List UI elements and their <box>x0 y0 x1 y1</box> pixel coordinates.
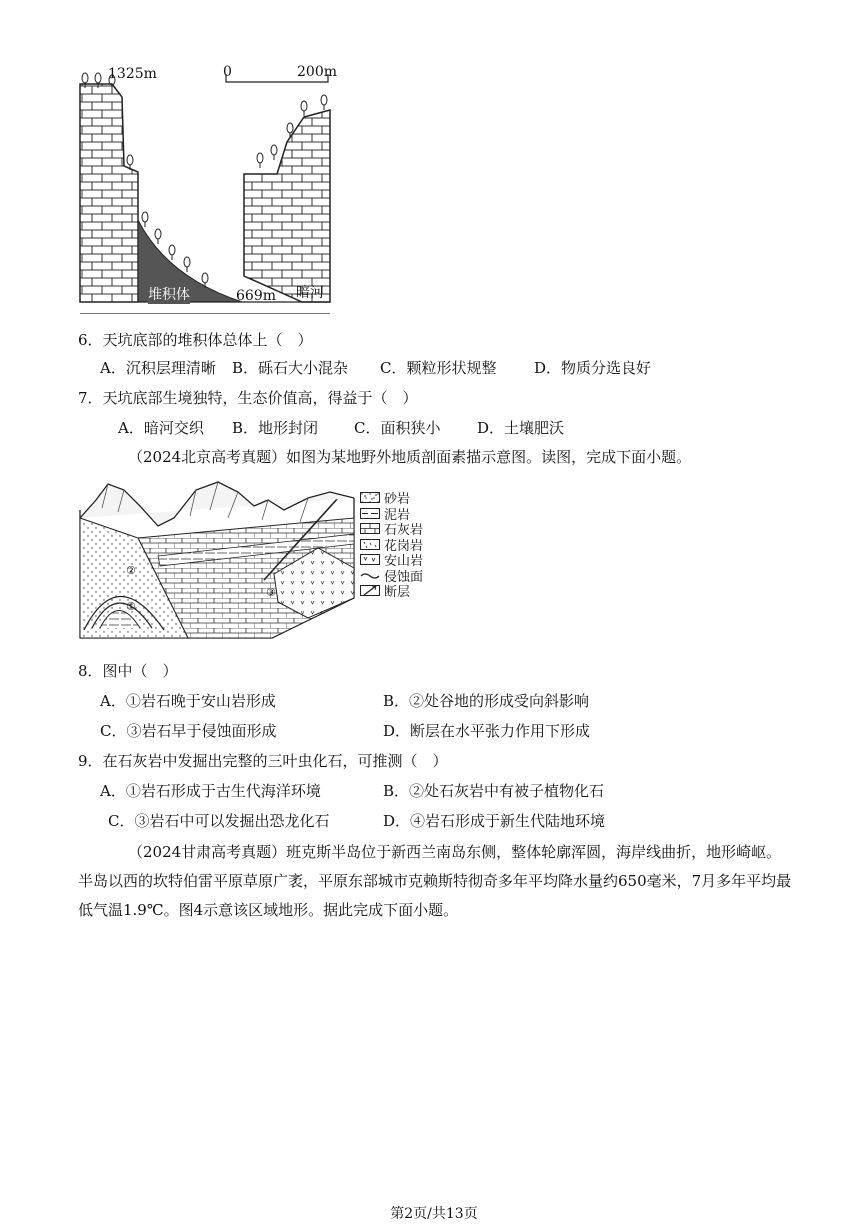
legend-swatch-erosion-surface <box>360 570 380 581</box>
q6-option-a: A．沉积层理清晰 <box>100 359 216 377</box>
intro-gansu <box>78 838 793 925</box>
q7-option-d: D．土壤肥沃 <box>477 419 565 437</box>
q8-option-c: C．③岩石早于侵蚀面形成 <box>100 722 277 740</box>
q6-option-d: D．物质分选良好 <box>534 359 652 377</box>
q9-option-a: A．①岩石形成于古生代海洋环境 <box>100 782 321 800</box>
legend-swatch-sandstone <box>360 492 380 503</box>
elevation-top-label: 1325m <box>108 66 157 82</box>
question-9-stem: 9．在石灰岩中发掘出完整的三叶虫化石，可推测（ ） <box>78 752 448 770</box>
page-number: 第2页/共13页 <box>390 1206 478 1222</box>
legend-label-mudstone: 泥岩 <box>384 507 411 523</box>
question-8-stem: 8．图中（ ） <box>78 662 178 680</box>
q8-option-a: A．①岩石晚于安山岩形成 <box>100 692 276 710</box>
legend-label-sandstone: 砂岩 <box>384 492 411 508</box>
legend-label-erosion-surface: 侵蚀面 <box>384 569 424 585</box>
marker-3: ③ <box>266 586 276 599</box>
legend-label-granite: 花岗岩 <box>384 538 424 554</box>
q9-option-c: C．③岩石中可以发掘出恐龙化石 <box>108 812 330 830</box>
legend-swatch-fault <box>360 585 380 596</box>
q7-option-a: A．暗河交织 <box>118 419 204 437</box>
question-6-stem: 6．天坑底部的堆积体总体上（ ） <box>78 331 313 349</box>
intro-beijing: （2024北京高考真题）如图为某地野外地质剖面素描示意图。读图，完成下面小题。 <box>128 448 692 466</box>
legend-swatch-granite <box>360 539 380 550</box>
q8-option-d: D．断层在水平张力作用下形成 <box>383 722 591 740</box>
q8-option-b: B．②处谷地的形成受向斜影响 <box>383 692 590 710</box>
legend-swatch-andesite <box>360 554 380 565</box>
legend-swatch-limestone <box>360 523 380 534</box>
legend-label-limestone: 石灰岩 <box>384 523 424 539</box>
bottom-elevation-label: 669m <box>236 288 276 304</box>
q9-option-b: B．②处石灰岩中有被子植物化石 <box>383 782 605 800</box>
scale-end-label: 200m <box>297 64 337 80</box>
q6-option-c: C．颗粒形状规整 <box>380 359 497 377</box>
scale-zero-label: 0 <box>223 64 232 80</box>
q9-option-d: D．④岩石形成于新生代陆地环境 <box>383 812 606 830</box>
underground-river-label: 暗河 <box>296 285 324 301</box>
q7-option-c: C．面积狭小 <box>354 419 441 437</box>
q7-option-b: B．地形封闭 <box>232 419 319 437</box>
deposit-label: 堆积体 <box>148 284 190 304</box>
sinkhole-diagram <box>72 62 342 314</box>
geologic-profile-diagram <box>78 478 358 642</box>
intro-gansu-text: （2024甘肃高考真题）班克斯半岛位于新西兰南岛东侧，整体轮廓浑圆，海岸线曲折，地形崎岖。半岛以西的坎特伯雷平原草原广袤，平原东部城市克赖斯特彻奇多年平均降水量约650毫米，7月多年平均最低气温1.9℃。图4示意该区域地形。据此完成下面小题。 <box>78 843 792 919</box>
legend-label-andesite: 安山岩 <box>384 554 424 570</box>
legend <box>360 490 423 599</box>
legend-label-fault: 断层 <box>384 585 411 601</box>
marker-2: ② <box>126 564 136 577</box>
q6-option-b: B．砾石大小混杂 <box>232 359 349 377</box>
marker-1: ① <box>126 600 136 613</box>
question-7-stem: 7．天坑底部生境独特，生态价值高，得益于（ ） <box>78 389 418 407</box>
legend-swatch-mudstone <box>360 508 380 519</box>
